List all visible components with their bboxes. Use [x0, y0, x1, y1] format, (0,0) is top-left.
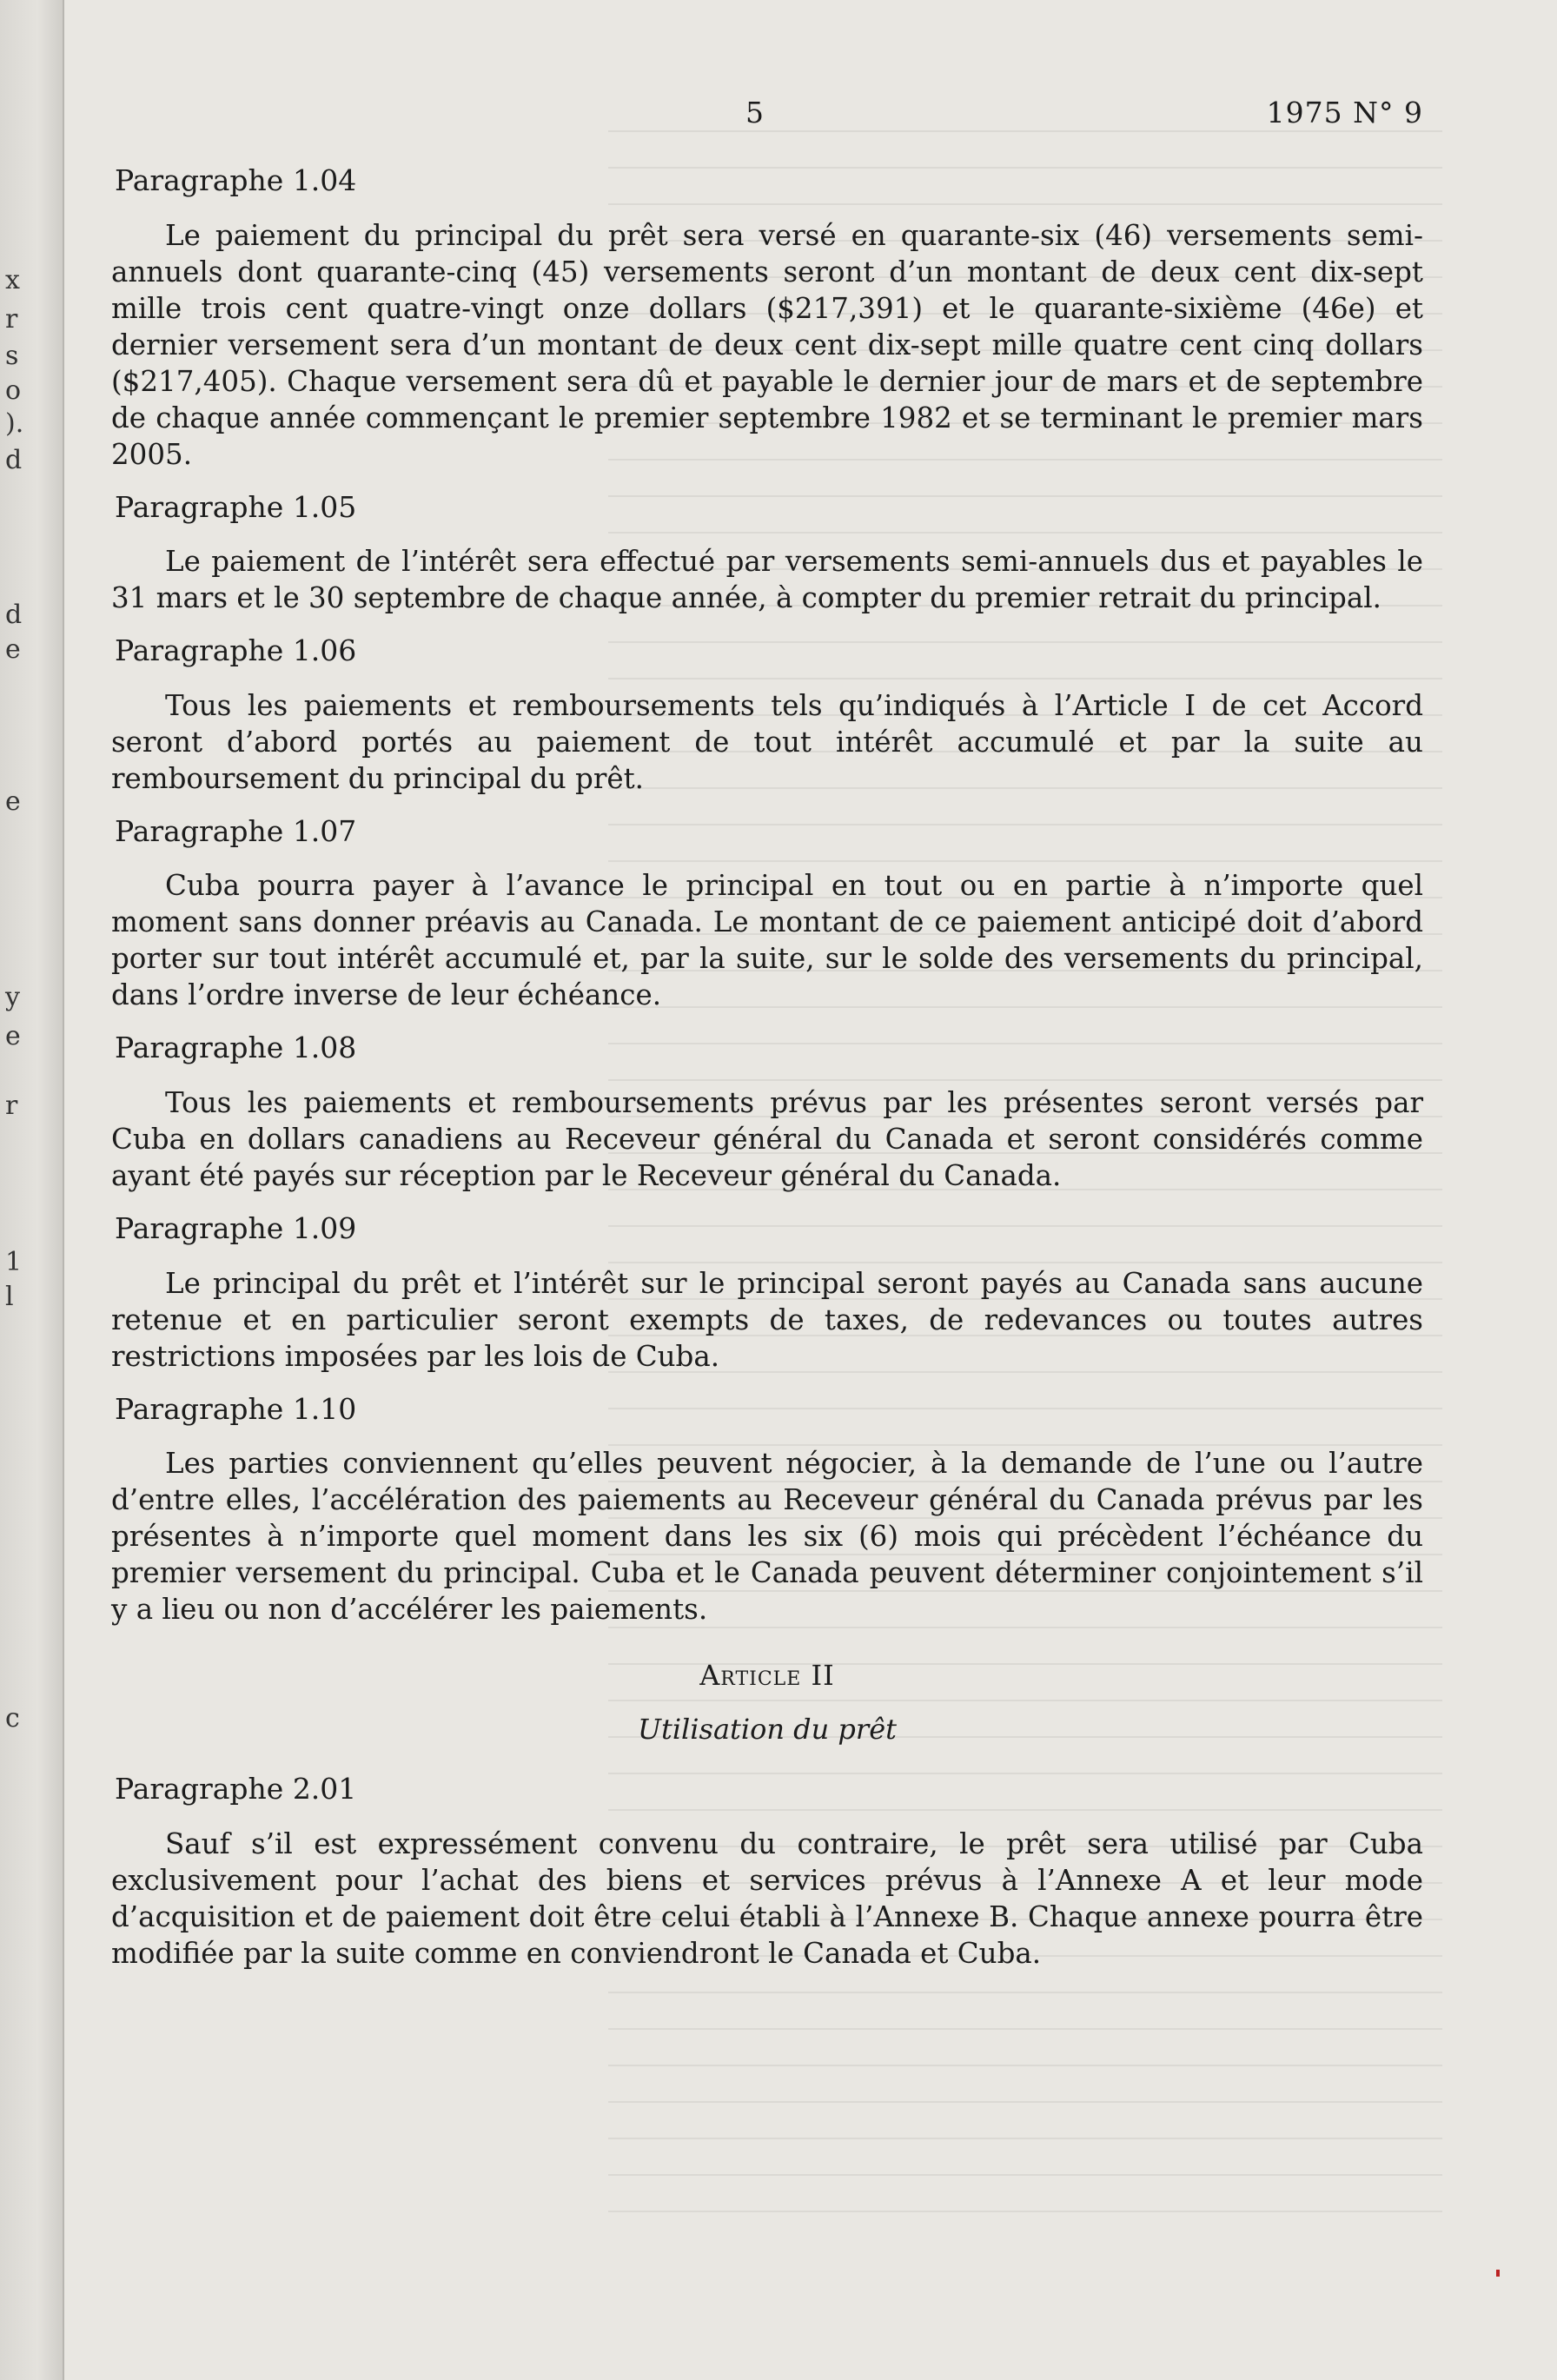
paragraph-body: Cuba pourra payer à l’avance le principal en tout ou en partie à n’importe quel moment sans donner préavis au Canada. Le montant de ce paiement anticipé doit d’abord porter sur tout intérêt accumulé et, par la suite, sur le solde des versements du principal, dans l’ordre inverse de leur échéance. [111, 869, 1423, 1012]
gutter-fragment: e [5, 634, 21, 665]
gutter-fragment: e [5, 786, 21, 817]
paragraph-heading: Paragraphe 2.01 [115, 1772, 357, 1807]
paragraph-body: Les parties conviennent qu’elles peuvent négocier, à la demande de l’une ou l’autre d’entre elles, l’accélération des paiements au Receveur général du Canada prévus par les présentes à n’importe quel moment dans les six (6) mois qui précèdent l’échéance du premier versement du principal. Cuba et le Canada peuvent déterminer conjointement s’il y a lieu ou non d’accélérer les paiements. [111, 1447, 1423, 1627]
page-header [111, 87, 1423, 139]
document-page [111, 87, 1423, 1989]
paragraph-block [111, 633, 1423, 797]
statute-year-number: 1975 N° 9 [1266, 96, 1423, 129]
gutter-fragment: o [5, 375, 22, 406]
paragraph-body: Tous les paiements et remboursements prévus par les présentes seront versés par Cuba en dollars canadiens au Receveur général du Canada et seront considérés comme ayant été payés sur réception par le Receveur général du Canada. [111, 1085, 1423, 1192]
gutter-fragment: l [5, 1282, 14, 1312]
paragraph-block [111, 1211, 1423, 1375]
paragraph-heading: Paragraphe 1.07 [115, 813, 357, 848]
gutter-fragment: y [5, 982, 20, 1012]
paragraph-body: Sauf s’il est expressément convenu du contraire, le prêt sera utilisé par Cuba exclusivement pour l’achat des biens et services prévus à l’Annexe A et leur mode d’acquisition et de paiement doit être celui établi à l’Annexe B. Chaque annexe pourra être modifiée par la suite comme en conviendront le Canada et Cuba. [111, 1826, 1423, 1970]
article-subtitle: Utilisation du prêt [637, 1713, 897, 1747]
gutter-fragment: 1 [5, 1247, 23, 1277]
paragraph-block [111, 814, 1423, 1014]
paragraph-block [111, 1031, 1423, 1194]
paragraph-heading: Paragraphe 1.10 [115, 1391, 357, 1426]
gutter-fragment: d [5, 600, 23, 630]
gutter-fragment: x [5, 265, 20, 295]
ink-mark [1496, 2270, 1500, 2277]
paragraph-block [111, 163, 1423, 473]
paragraph-body: Le principal du prêt et l’intérêt sur le principal seront payés au Canada sans aucune retenue et en particulier seront exempts de taxes, de redevances ou toutes autres restrictions imposées par les lois de Cuba. [111, 1266, 1423, 1373]
gutter-fragment: r [5, 1091, 18, 1121]
gutter-fragment: r [5, 304, 18, 335]
paragraph-body: Le paiement de l’intérêt sera effectué par versements semi-annuels dus et payables le 31 mars et le 30 septembre de chaque année, à compter du premier retrait du principal. [111, 545, 1423, 615]
paragraph-heading: Paragraphe 1.06 [115, 633, 357, 668]
gutter-fragment: c [5, 1703, 20, 1734]
paragraph-heading: Paragraphe 1.09 [115, 1210, 357, 1245]
paragraph-block [111, 490, 1423, 617]
gutter-fragment: s [5, 341, 19, 371]
article-title: Article II [699, 1659, 835, 1693]
page-number: 5 [745, 96, 764, 129]
paragraph-body: Le paiement du principal du prêt sera versé en quarante-six (46) versements semi-annuels dont quarante-cinq (45) versements seront d’un montant de deux cent dix-sept mille trois cent quatre-vingt onze dollars ($217,391) et le quarante-sixième (46e) et dernier versement sera d’un montant de deux cent dix-sept mille quatre cent cinq dollars ($217,405). Chaque versement sera dû et payable le dernier jour de mars et de septembre de chaque année commençant le premier septembre 1982 et se terminant le premier mars 2005. [111, 218, 1423, 471]
gutter-fragment: e [5, 1021, 21, 1051]
gutter-fragment: ). [5, 408, 24, 439]
paragraph-heading: Paragraphe 1.04 [115, 163, 357, 197]
paragraph-body: Tous les paiements et remboursements tels qu’indiqués à l’Article I de cet Accord seront d’abord portés au paiement de tout intérêt accumulé et par la suite au remboursement du principal du prêt. [111, 688, 1423, 795]
gutter-fragment: d [5, 445, 23, 475]
paragraph-block [111, 1772, 1423, 1972]
paragraph-heading: Paragraphe 1.05 [115, 489, 357, 524]
paragraph-block [111, 1392, 1423, 1628]
paragraph-heading: Paragraphe 1.08 [115, 1031, 357, 1065]
